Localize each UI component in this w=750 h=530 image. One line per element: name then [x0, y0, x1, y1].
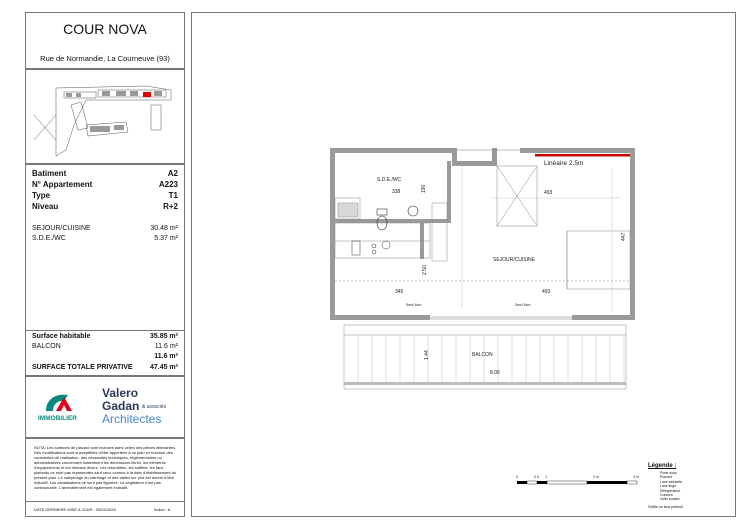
bank-name: IMMOBILIER	[38, 415, 77, 422]
nota-panel	[25, 438, 185, 517]
room-sde: S.D.E./WC 5.37 m²	[32, 235, 178, 242]
dim-345: 345	[395, 289, 404, 295]
dim-447: 447	[621, 232, 627, 241]
legend-item-label: Cuisson	[660, 493, 673, 498]
dim-493b: 493	[542, 289, 551, 295]
legend-item-label: Réfrigérateur	[660, 488, 681, 493]
dim-250: 2.50	[422, 265, 428, 275]
label-balcon: BALCON	[472, 352, 493, 358]
legend-list	[648, 471, 730, 502]
site-plan	[25, 69, 185, 164]
seuil-2: Seuil 8cm	[515, 303, 531, 307]
label-sejour: SEJOUR/CUISINE	[493, 257, 535, 263]
legend-item	[648, 497, 730, 501]
label-lineaire: Linéaire 2.5m	[544, 160, 584, 167]
dim-190: 190	[421, 184, 427, 193]
floor-plan	[192, 13, 735, 516]
balcon-area: BALCON 11.6 m²	[32, 343, 178, 350]
scale-0: 0	[516, 475, 518, 479]
dim-493a: 493	[544, 190, 553, 196]
architect-line1: Valero	[102, 386, 139, 400]
surface-habitable: Surface habitable 35.85 m²	[32, 333, 178, 340]
apartment-info	[25, 164, 185, 376]
spec-type: Type T1	[32, 191, 178, 200]
legend-item-label: Volet roulant	[660, 497, 680, 502]
legend-title: Légende :	[648, 463, 677, 469]
credit-agricole-logo	[42, 389, 78, 413]
architect-line3: Architectes	[102, 412, 162, 426]
scale-1: 1	[545, 475, 547, 479]
legend-item-label: Placard	[660, 475, 672, 480]
spec-appartement: N° Appartement A223	[32, 180, 178, 189]
legend-item-label: Lave-linge	[660, 484, 677, 489]
scale-3: 3 m	[633, 475, 639, 479]
legend-item-label: Porte sous	[660, 471, 677, 475]
scale-bar	[516, 475, 639, 484]
project-title: COUR NOVA	[63, 21, 147, 37]
legend	[648, 463, 730, 509]
label-sde: S.D.E./WC	[377, 177, 402, 183]
room-sejour: SEJOUR/CUISINE 30.48 m²	[32, 225, 178, 232]
site-plan-drawing	[26, 70, 184, 163]
architect-line2: Gadan	[102, 399, 140, 413]
surface-totale: SURFACE TOTALE PRIVATIVE 47.45 m²	[32, 364, 178, 371]
legend-footer: Soffite ou faux plafond	[648, 504, 683, 509]
project-address: Rue de Normandie, La Courneuve (93)	[40, 54, 170, 63]
legend-item-label: Lave vaisselle	[660, 479, 682, 484]
dim-144: 1.44	[424, 350, 430, 360]
project-header	[25, 12, 185, 69]
nota-text: NOTA: Les surfaces de placard sont incluses dans celles des pièces attenantes. Des modifications sont susceptibles d'être apportées à ce plan en fonction des contraintes de réalisation, des nécessités techniques, réglementaires ou administratives concernant notamment les dimensions libres, les éléments d'équipements et les réseaux divers. Les retombées, les soffites, les faux plafonds ne sont pas représentés sauf ceux connus à la date d'établissement du présent plan. Le calepinage du carrelage et des dalles sur plot est donné à titre indicatif. Les canalisations ne sont pas figurées. La végétation n'est pas contractuelle. L'ameublement est également indicatif.	[34, 445, 177, 490]
scale-2: 2 m	[593, 475, 599, 479]
spec-batiment: Batiment A2	[32, 169, 178, 178]
legend-swatch-icon	[648, 497, 656, 501]
update-date: DATE DERNIERE MISE A JOUR : 03/04/2026	[34, 507, 116, 512]
spec-niveau: Niveau R+2	[32, 202, 178, 211]
seuil-1: Seuil 8cm	[406, 303, 422, 307]
logos-panel	[25, 376, 185, 438]
plan-area	[191, 12, 736, 517]
scale-05: 0.5	[534, 475, 539, 479]
architect-suffix: & associés	[142, 404, 167, 410]
divider	[26, 330, 184, 331]
index-label: Indice : A	[154, 507, 171, 512]
dim-806: 8.06	[490, 370, 500, 376]
dim-338: 338	[392, 189, 401, 195]
annex-total: 11.6 m²	[154, 353, 178, 360]
